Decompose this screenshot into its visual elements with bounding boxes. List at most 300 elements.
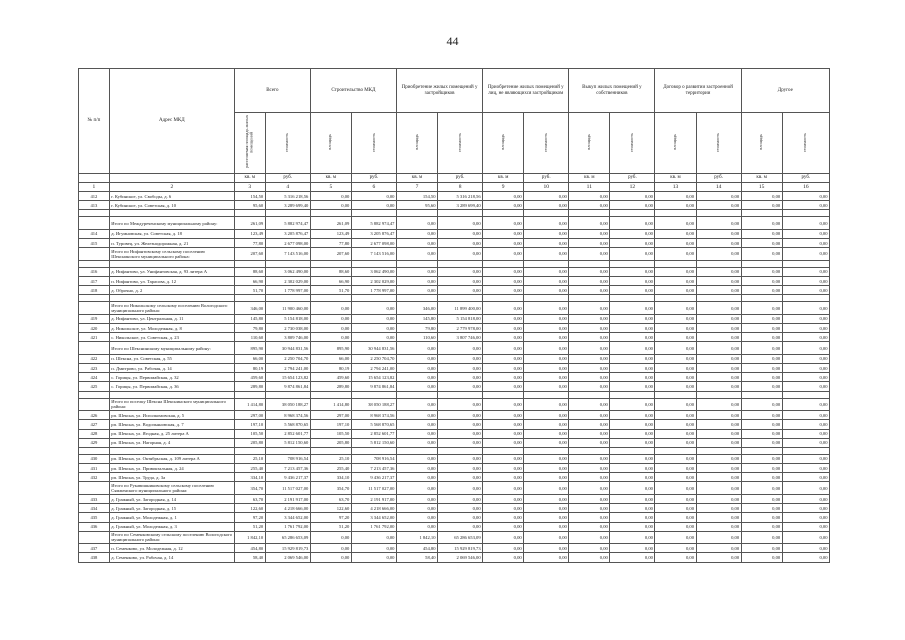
row-number: 417 [79, 276, 110, 285]
spacer-cell [438, 447, 483, 454]
value-cell: 0,00 [438, 267, 483, 276]
spacer-cell [351, 391, 396, 398]
value-cell: 3 062 490,00 [265, 267, 310, 276]
value-cell: 0,00 [396, 411, 437, 420]
value-cell: 2 191 917,00 [351, 494, 396, 503]
spacer-cell [265, 210, 310, 217]
table-row [79, 267, 830, 276]
row-number: 414 [79, 229, 110, 238]
value-cell: 346,00 [396, 302, 437, 315]
value-cell: 205,80 [310, 438, 351, 447]
spacer-cell [524, 295, 569, 302]
value-cell: 0,00 [782, 398, 829, 411]
table-row [79, 382, 830, 391]
value-cell: 0,00 [782, 373, 829, 382]
value-cell: 0,00 [351, 333, 396, 342]
value-cell: 0,00 [310, 302, 351, 315]
header-area: площадь [569, 113, 610, 174]
value-cell: 0,00 [741, 314, 782, 323]
value-cell: 9 436 217,37 [265, 473, 310, 482]
value-cell: 0,00 [483, 373, 524, 382]
value-cell: 0,00 [782, 429, 829, 438]
table-row [79, 354, 830, 363]
value-cell: 0,00 [524, 420, 569, 429]
spacer-cell [351, 447, 396, 454]
value-cell: 0,00 [655, 531, 696, 544]
value-cell: 0,00 [524, 398, 569, 411]
header-area: площадь [741, 113, 782, 174]
value-cell: 0,00 [655, 229, 696, 238]
value-cell: 0,00 [569, 553, 610, 562]
row-number: 422 [79, 354, 110, 363]
value-cell: 0,00 [569, 373, 610, 382]
value-cell: 0,00 [655, 354, 696, 363]
spacer-cell [310, 295, 351, 302]
value-cell: 0,00 [696, 544, 741, 553]
value-cell: 0,00 [782, 333, 829, 342]
table-row [79, 544, 830, 553]
spacer-cell [109, 210, 234, 217]
value-cell: 197,10 [234, 420, 265, 429]
value-cell: 38 050 188,27 [351, 398, 396, 411]
value-cell: 0,00 [741, 192, 782, 201]
value-cell: 0,00 [438, 286, 483, 295]
value-cell: 0,00 [569, 522, 610, 531]
value-cell: 0,00 [351, 531, 396, 544]
address-cell: с. Никольское, ул. Советская, д. 23 [109, 333, 234, 342]
value-cell: 0,00 [782, 411, 829, 420]
value-cell: 0,00 [483, 364, 524, 373]
value-cell: 4 218 666,00 [351, 504, 396, 513]
value-cell: 0,00 [782, 276, 829, 285]
value-cell: 0,00 [610, 342, 655, 355]
row-number: 419 [79, 314, 110, 323]
value-cell: 0,00 [782, 553, 829, 562]
value-cell: 0,00 [610, 513, 655, 522]
header-cost: стоимость [265, 113, 310, 174]
units-row [79, 174, 830, 183]
value-cell: 0,00 [741, 429, 782, 438]
row-number: 428 [79, 429, 110, 438]
spacer-cell [438, 260, 483, 267]
value-cell: 0,00 [655, 286, 696, 295]
value-cell: 0,00 [483, 342, 524, 355]
value-cell: 0,00 [524, 314, 569, 323]
table-row [79, 239, 830, 248]
value-cell: 0,00 [524, 201, 569, 210]
row-number: 431 [79, 464, 110, 473]
value-cell: 0,00 [524, 411, 569, 420]
value-cell: 0,00 [396, 513, 437, 522]
column-number: 16 [782, 183, 829, 192]
value-cell: 0,00 [741, 217, 782, 230]
value-cell: 1 761 792,00 [351, 522, 396, 531]
value-cell: 0,00 [696, 286, 741, 295]
value-cell: 0,00 [483, 429, 524, 438]
value-cell: 0,00 [610, 420, 655, 429]
value-cell: 0,00 [696, 454, 741, 463]
unit-empty [109, 174, 234, 183]
value-cell: 66,90 [234, 276, 265, 285]
spacer-cell [696, 391, 741, 398]
value-cell: 0,00 [569, 248, 610, 261]
spacer-cell [569, 295, 610, 302]
value-cell: 0,00 [483, 229, 524, 238]
subtotal-label: Итого по Никольскому сельскому поселению Вологодского муниципального района: [109, 302, 234, 315]
value-cell: 0,00 [741, 248, 782, 261]
value-cell: 0,00 [655, 522, 696, 531]
value-cell: 0,00 [696, 482, 741, 495]
value-cell: 0,00 [569, 411, 610, 420]
value-cell: 0,00 [438, 229, 483, 238]
value-cell: 0,00 [655, 239, 696, 248]
spacer-cell [524, 210, 569, 217]
value-cell: 0,00 [438, 473, 483, 482]
spacer-cell [741, 391, 782, 398]
address-cell: рп. Шексна, ул. Ягодная, д. 25 литера А [109, 429, 234, 438]
value-cell: 25,10 [310, 454, 351, 463]
spacer-row [79, 295, 830, 302]
value-cell: 0,00 [782, 354, 829, 363]
value-cell: 0,00 [569, 201, 610, 210]
value-cell: 5 812 150,60 [265, 438, 310, 447]
spacer-cell [310, 260, 351, 267]
row-number [79, 398, 110, 411]
value-cell: 0,00 [610, 438, 655, 447]
value-cell: 0,00 [569, 267, 610, 276]
value-cell: 0,00 [782, 544, 829, 553]
value-cell: 0,00 [610, 531, 655, 544]
value-cell: 88,60 [310, 267, 351, 276]
row-number: 421 [79, 333, 110, 342]
value-cell: 2 302 029,00 [265, 276, 310, 285]
spacer-cell [741, 260, 782, 267]
value-cell: 0,00 [655, 276, 696, 285]
row-number [79, 531, 110, 544]
row-number: 426 [79, 411, 110, 420]
value-cell: 454,80 [396, 544, 437, 553]
value-cell: 77,80 [234, 239, 265, 248]
spacer-cell [265, 391, 310, 398]
value-cell: 0,00 [782, 513, 829, 522]
value-cell: 0,00 [438, 504, 483, 513]
value-cell: 0,00 [610, 267, 655, 276]
spacer-cell [265, 260, 310, 267]
value-cell: 38 050 188,27 [265, 398, 310, 411]
value-cell: 0,00 [610, 429, 655, 438]
spacer-cell [782, 295, 829, 302]
value-cell: 0,00 [569, 398, 610, 411]
value-cell: 0,00 [655, 494, 696, 503]
value-cell: 0,00 [438, 482, 483, 495]
value-cell: 0,00 [696, 373, 741, 382]
value-cell: 297,00 [310, 411, 351, 420]
value-cell: 0,00 [610, 382, 655, 391]
value-cell: 11 517 027,00 [265, 482, 310, 495]
table-row [79, 513, 830, 522]
header-buyout-owners: Выкуп жилых помещений у собственников [569, 69, 655, 113]
row-number: 429 [79, 438, 110, 447]
value-cell: 3 344 652,00 [351, 513, 396, 522]
spacer-row [79, 260, 830, 267]
value-cell: 0,00 [438, 217, 483, 230]
column-number: 14 [696, 183, 741, 192]
table-row [79, 324, 830, 333]
value-cell: 0,00 [610, 553, 655, 562]
value-cell: 0,00 [655, 504, 696, 513]
value-cell: 0,00 [524, 248, 569, 261]
value-cell: 0,00 [483, 504, 524, 513]
value-cell: 0,00 [569, 333, 610, 342]
value-cell: 51,20 [310, 522, 351, 531]
table-row [79, 454, 830, 463]
value-cell: 0,00 [524, 354, 569, 363]
value-cell: 0,00 [610, 398, 655, 411]
value-cell: 9 874 861,84 [351, 382, 396, 391]
column-number: 11 [569, 183, 610, 192]
value-cell: 0,00 [655, 482, 696, 495]
value-cell: 3 289 699,40 [265, 201, 310, 210]
value-cell: 289,80 [234, 382, 265, 391]
spacer-cell [351, 295, 396, 302]
value-cell: 0,00 [483, 420, 524, 429]
value-cell: 63,70 [310, 494, 351, 503]
value-cell: 0,00 [741, 504, 782, 513]
value-cell: 1 778 997,00 [265, 286, 310, 295]
value-cell: 1 414,80 [310, 398, 351, 411]
value-cell: 0,00 [782, 229, 829, 238]
value-cell: 0,00 [524, 522, 569, 531]
spacer-cell [610, 447, 655, 454]
value-cell: 2 852 601,77 [265, 429, 310, 438]
value-cell: 0,00 [741, 342, 782, 355]
value-cell: 0,00 [569, 364, 610, 373]
row-number [79, 342, 110, 355]
value-cell: 3 205 876,47 [265, 229, 310, 238]
value-cell: 5 812 150,60 [351, 438, 396, 447]
value-cell: 0,00 [483, 411, 524, 420]
table-row [79, 411, 830, 420]
spacer-cell [109, 391, 234, 398]
subtotal-label: Итого по Нифантовскому сельскому поселению Шекснинского муниципального района: [109, 248, 234, 261]
value-cell: 15 929 819,73 [265, 544, 310, 553]
value-cell: 3 062 490,00 [351, 267, 396, 276]
value-cell: 0,00 [655, 553, 696, 562]
unit-cell: руб. [610, 174, 655, 183]
value-cell: 0,00 [696, 248, 741, 261]
row-number: 438 [79, 553, 110, 562]
value-cell: 0,00 [438, 248, 483, 261]
value-cell: 0,00 [310, 314, 351, 323]
value-cell: 0,00 [310, 192, 351, 201]
address-cell: д. Гражный, ул. Загородная, д. 14 [109, 494, 234, 503]
value-cell: 0,00 [524, 531, 569, 544]
value-cell: 5 154 818,00 [265, 314, 310, 323]
spacer-cell [438, 210, 483, 217]
value-cell: 0,00 [396, 364, 437, 373]
value-cell: 0,00 [569, 420, 610, 429]
value-cell: 0,00 [569, 473, 610, 482]
value-cell: 0,00 [310, 324, 351, 333]
address-cell: д. Гражный, ул. Молодежная, д. 1 [109, 513, 234, 522]
value-cell: 0,00 [610, 464, 655, 473]
address-cell: п. Шексна, ул. Советская, д. 55 [109, 354, 234, 363]
value-cell: 0,00 [782, 192, 829, 201]
value-cell: 0,00 [310, 333, 351, 342]
address-cell: д. Гражный, ул. Молодежная, д. 3 [109, 522, 234, 531]
value-cell: 0,00 [696, 504, 741, 513]
value-cell: 122,60 [310, 504, 351, 513]
value-cell: 0,00 [696, 429, 741, 438]
value-cell: 77,80 [310, 239, 351, 248]
unit-cell: кв. м [310, 174, 351, 183]
value-cell: 7 213 457,36 [265, 464, 310, 473]
value-cell: 0,00 [438, 276, 483, 285]
value-cell: 0,00 [696, 364, 741, 373]
value-cell: 0,00 [610, 364, 655, 373]
value-cell: 708 916,54 [351, 454, 396, 463]
row-number: 434 [79, 504, 110, 513]
column-numbers-row [79, 183, 830, 192]
value-cell: 65 286 653,09 [438, 531, 483, 544]
value-cell: 79,80 [396, 324, 437, 333]
value-cell: 0,00 [483, 398, 524, 411]
subtotal-row [79, 398, 830, 411]
spacer-cell [396, 391, 437, 398]
value-cell: 11 900 460,00 [265, 302, 310, 315]
value-cell: 0,00 [610, 239, 655, 248]
address-cell: д. Гражный, ул. Загородная, д. 15 [109, 504, 234, 513]
value-cell: 0,00 [396, 239, 437, 248]
subtotal-row [79, 302, 830, 315]
value-cell: 0,00 [524, 364, 569, 373]
value-cell: 0,00 [782, 217, 829, 230]
value-cell: 0,00 [782, 314, 829, 323]
address-cell: г. Кубинское, ул. Свободы, д. 6 [109, 192, 234, 201]
value-cell: 0,00 [696, 411, 741, 420]
value-cell: 145,80 [234, 314, 265, 323]
value-cell: 51,70 [234, 286, 265, 295]
spacer-cell [655, 210, 696, 217]
address-cell: с. Горицы, ул. Первомайская, д. 32 [109, 373, 234, 382]
value-cell: 0,00 [610, 314, 655, 323]
value-cell: 0,00 [741, 513, 782, 522]
value-cell: 0,00 [438, 464, 483, 473]
value-cell: 97,20 [234, 513, 265, 522]
value-cell: 0,00 [655, 513, 696, 522]
value-cell: 0,00 [696, 217, 741, 230]
value-cell: 0,00 [569, 482, 610, 495]
spacer-cell [483, 295, 524, 302]
value-cell: 0,00 [696, 531, 741, 544]
value-cell: 58,40 [234, 553, 265, 562]
row-number: 423 [79, 364, 110, 373]
value-cell: 0,00 [396, 248, 437, 261]
value-cell: 0,00 [741, 544, 782, 553]
resettlement-table [78, 68, 830, 563]
value-cell: 0,00 [569, 314, 610, 323]
row-number: 415 [79, 239, 110, 248]
column-number: 13 [655, 183, 696, 192]
value-cell: 11 899 400,00 [438, 302, 483, 315]
address-cell: д. Семенково, ул. Рабочая, д. 14 [109, 553, 234, 562]
value-cell: 0,00 [696, 239, 741, 248]
value-cell: 0,00 [524, 324, 569, 333]
address-cell: д. Оброчно, д. 2 [109, 286, 234, 295]
row-number: 427 [79, 420, 110, 429]
value-cell: 0,00 [610, 324, 655, 333]
value-cell: 895,90 [234, 342, 265, 355]
row-number: 433 [79, 494, 110, 503]
value-cell: 0,00 [396, 286, 437, 295]
value-cell: 0,00 [741, 286, 782, 295]
address-cell: с. Горицы, ул. Первомайская, д. 36 [109, 382, 234, 391]
value-cell: 0,00 [524, 267, 569, 276]
spacer-cell [438, 295, 483, 302]
row-number: 420 [79, 324, 110, 333]
value-cell: 0,00 [438, 398, 483, 411]
value-cell: 5 882 974,47 [265, 217, 310, 230]
value-cell: 0,00 [696, 229, 741, 238]
subtotal-row [79, 217, 830, 230]
value-cell: 0,00 [696, 420, 741, 429]
table-row [79, 333, 830, 342]
subtotal-label: Итого по Междуреченскому муниципальному району: [109, 217, 234, 230]
table-row [79, 473, 830, 482]
value-cell: 0,00 [351, 324, 396, 333]
column-number: 12 [610, 183, 655, 192]
spacer-cell [696, 210, 741, 217]
value-cell: 0,00 [741, 494, 782, 503]
value-cell: 2 730 038,00 [265, 324, 310, 333]
value-cell: 0,00 [610, 333, 655, 342]
spacer-cell [351, 210, 396, 217]
value-cell: 0,00 [483, 494, 524, 503]
value-cell: 0,00 [782, 267, 829, 276]
column-number: 10 [524, 183, 569, 192]
value-cell: 895,90 [310, 342, 351, 355]
spacer-cell [782, 447, 829, 454]
value-cell: 0,00 [438, 513, 483, 522]
value-cell: 0,00 [782, 248, 829, 261]
value-cell: 1 842,10 [396, 531, 437, 544]
value-cell: 5 316 218,56 [438, 192, 483, 201]
value-cell: 0,00 [655, 314, 696, 323]
value-cell: 0,00 [782, 504, 829, 513]
value-cell: 0,00 [569, 438, 610, 447]
value-cell: 0,00 [438, 354, 483, 363]
value-cell: 51,20 [234, 522, 265, 531]
value-cell: 0,00 [610, 482, 655, 495]
value-cell: 0,00 [569, 544, 610, 553]
address-cell: рп. Шексна, ул. Исполкомовская, д. 5 [109, 411, 234, 420]
value-cell: 2 069 546,00 [265, 553, 310, 562]
spacer-cell [310, 391, 351, 398]
value-cell: 2 779 978,00 [438, 324, 483, 333]
value-cell: 0,00 [569, 531, 610, 544]
value-cell: 0,00 [351, 544, 396, 553]
value-cell: 95,60 [234, 201, 265, 210]
table-row [79, 429, 830, 438]
value-cell: 0,00 [696, 201, 741, 210]
column-number: 2 [109, 183, 234, 192]
address-cell: г. Кубинское, ул. Советская, д. 10 [109, 201, 234, 210]
spacer-cell [234, 295, 265, 302]
unit-empty [79, 174, 110, 183]
spacer-cell [569, 260, 610, 267]
value-cell: 0,00 [569, 286, 610, 295]
spacer-cell [396, 295, 437, 302]
